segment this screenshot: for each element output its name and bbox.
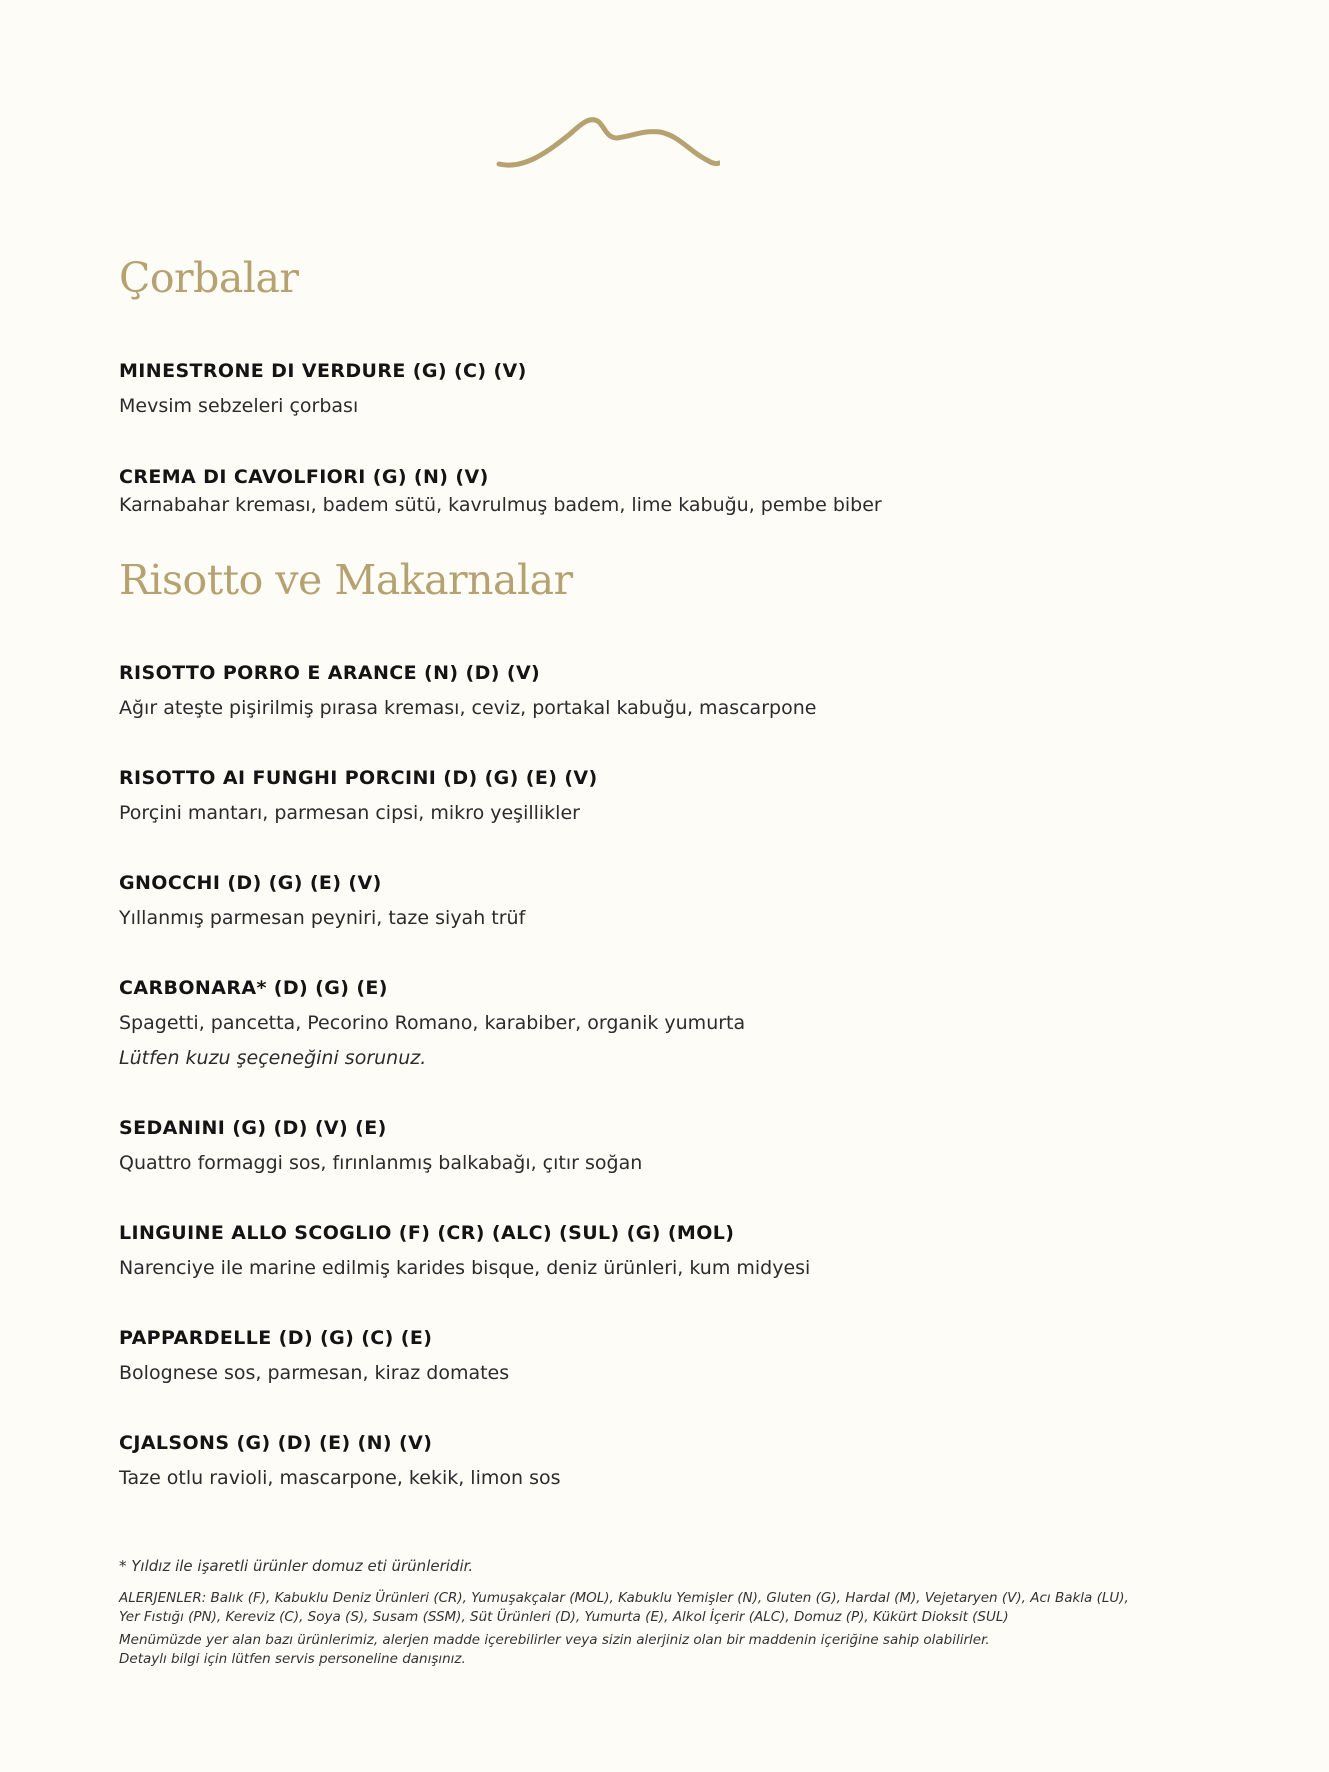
- menu-footer: [119, 1555, 1219, 1669]
- item-name: CJALSONS (G) (D) (E) (N) (V): [119, 1432, 433, 1454]
- item-desc: Narenciye ile marine edilmiş karides bisque, deniz ürünleri, kum midyesi: [119, 1257, 811, 1279]
- wave-logo-icon: [495, 108, 720, 174]
- item-desc: Ağır ateşte pişirilmiş pırasa kreması, ceviz, portakal kabuğu, mascarpone: [119, 697, 817, 719]
- menu-item: [119, 1115, 1209, 1176]
- item-desc: Karnabahar kreması, badem sütü, kavrulmuş badem, lime kabuğu, pembe biber: [119, 494, 882, 516]
- disclaimer-line-1: Menümüzde yer alan bazı ürünlerimiz, alerjen madde içerebilirler veya sizin alerjiniz olan bir maddenin içeriğine sahip olabilirler.: [119, 1632, 990, 1648]
- menu-item: [119, 464, 1209, 518]
- allergen-line-2: Yer Fıstığı (PN), Kereviz (C), Soya (S), Susam (SSM), Süt Ürünleri (D), Yumurta (E), Alkol İçerir (ALC), Domuz (P), Kükürt Dioksit (SUL): [119, 1609, 1009, 1625]
- menu-content: [119, 252, 1209, 1491]
- item-name: MINESTRONE DI VERDURE (G) (C) (V): [119, 360, 527, 382]
- item-desc: Porçini mantarı, parmesan cipsi, mikro yeşillikler: [119, 802, 580, 824]
- allergen-list: [119, 1589, 1219, 1627]
- allergen-disclaimer: [119, 1631, 1219, 1669]
- item-name: CARBONARA* (D) (G) (E): [119, 977, 388, 999]
- menu-item: [119, 358, 1209, 419]
- item-desc: Quattro formaggi sos, fırınlanmış balkabağı, çıtır soğan: [119, 1152, 643, 1174]
- item-name: RISOTTO PORRO E ARANCE (N) (D) (V): [119, 662, 541, 684]
- section-title: Çorbalar: [119, 254, 299, 302]
- item-name: SEDANINI (G) (D) (V) (E): [119, 1117, 387, 1139]
- star-note: * Yıldız ile işaretli ürünler domuz eti ürünleridir.: [119, 1557, 474, 1575]
- item-desc: Mevsim sebzeleri çorbası: [119, 395, 359, 417]
- item-desc: Bolognese sos, parmesan, kiraz domates: [119, 1362, 510, 1384]
- section-title: Risotto ve Makarnalar: [119, 556, 573, 604]
- item-note: Lütfen kuzu şeçeneğini sorunuz.: [119, 1047, 427, 1069]
- allergen-line-1: ALERJENLER: Balık (F), Kabuklu Deniz Ürünleri (CR), Yumuşakçalar (MOL), Kabuklu Yemişler (N), Gluten (G), Hardal (M), Vejetaryen (V), Acı Bakla (LU),: [119, 1590, 1129, 1606]
- menu-item: [119, 765, 1209, 826]
- menu-item: [119, 1430, 1209, 1491]
- disclaimer-line-2: Detaylı bilgi için lütfen servis personeline danışınız.: [119, 1651, 466, 1667]
- menu-item: [119, 975, 1209, 1071]
- item-desc: Spagetti, pancetta, Pecorino Romano, karabiber, organik yumurta: [119, 1012, 746, 1034]
- menu-item: [119, 1325, 1209, 1386]
- section-risotto-makarnalar: [119, 554, 1209, 1491]
- item-name: RISOTTO AI FUNGHI PORCINI (D) (G) (E) (V): [119, 767, 598, 789]
- item-desc: Taze otlu ravioli, mascarpone, kekik, limon sos: [119, 1467, 561, 1489]
- item-name: LINGUINE ALLO SCOGLIO (F) (CR) (ALC) (SUL) (G) (MOL): [119, 1222, 735, 1244]
- section-corbalar: [119, 252, 1209, 518]
- item-name: PAPPARDELLE (D) (G) (C) (E): [119, 1327, 433, 1349]
- item-desc: Yıllanmış parmesan peyniri, taze siyah trüf: [119, 907, 526, 929]
- item-name: GNOCCHI (D) (G) (E) (V): [119, 872, 382, 894]
- menu-item: [119, 870, 1209, 931]
- item-name: CREMA DI CAVOLFIORI (G) (N) (V): [119, 466, 489, 488]
- menu-item: [119, 1220, 1209, 1281]
- menu-item: [119, 660, 1209, 721]
